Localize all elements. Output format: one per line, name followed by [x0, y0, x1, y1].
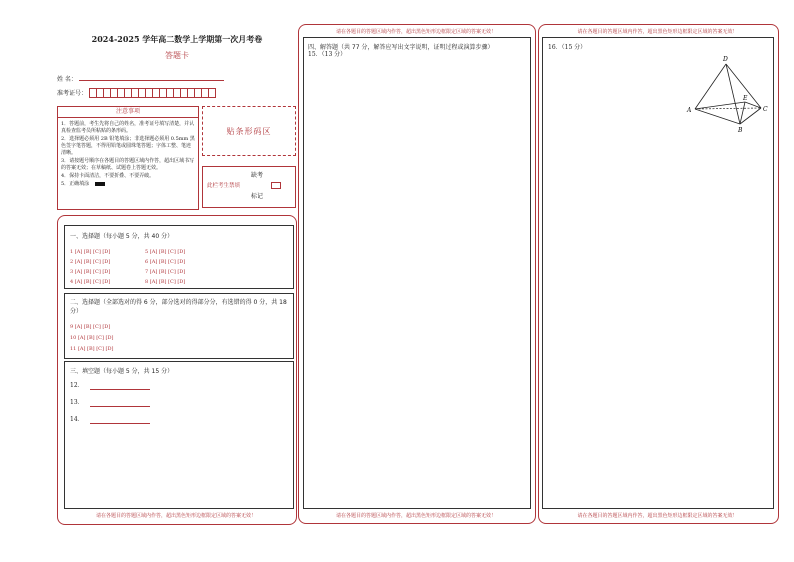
point-a-label: A [687, 107, 692, 114]
point-b-label: B [738, 127, 743, 134]
name-label: 姓 名： [57, 76, 77, 83]
blank-row[interactable]: 13． [70, 398, 150, 407]
warning-middle-bottom: 请在各题目的答题区域内作答，超出黑色矩形边框限定区域的答案无效！ [335, 513, 496, 519]
answer-box-15[interactable] [303, 37, 531, 509]
note-item: 2．选择题必须用 2B 铅笔填涂；非选择题必须用 0.5mm 黑色签字笔答题，不得用铅笔或圆珠笔答题；字体工整、笔迹清晰。 [61, 136, 195, 156]
absent-label-top: 缺考 [251, 172, 264, 179]
answer-sheet-label: 答题卡 [165, 51, 189, 60]
absent-checkbox[interactable] [271, 182, 281, 189]
point-e-label: E [743, 95, 748, 102]
absent-instruction: 此栏考生禁填 [207, 183, 241, 189]
choice-row[interactable]: 2 [A] [B] [C] [D] [70, 259, 111, 265]
warning-left: 请在各题目的答题区域内作答，超出黑色矩形边框限定区域的答案无效！ [95, 513, 256, 519]
name-row [57, 73, 224, 84]
absent-box [202, 166, 296, 208]
choice-row[interactable]: 3 [A] [B] [C] [D] [70, 269, 111, 275]
choice-row[interactable]: 9 [A] [B] [C] [D] [70, 324, 111, 330]
point-c-label: C [763, 106, 768, 113]
barcode-label: 贴条形码区 [226, 126, 272, 136]
id-label: 准考证号： [57, 89, 88, 97]
section-solve-title: 四、解答题（共 77 分，解答应写出文字说明，证明过程或演算步骤） [308, 44, 494, 51]
question-16-label: 16．（15 分） [548, 44, 587, 51]
choice-row[interactable]: 5 [A] [B] [C] [D] [145, 249, 186, 255]
barcode-area [202, 106, 296, 156]
id-row [57, 88, 215, 98]
choice-row[interactable]: 8 [A] [B] [C] [D] [145, 279, 186, 285]
choice-row[interactable]: 11 [A] [B] [C] [D] [70, 346, 114, 352]
section-multi-choice-title: 二、选择题（全部选对的得 6 分，部分选对的得部分分，有选错的得 0 分，共 18 分） [70, 299, 287, 315]
choice-row[interactable]: 10 [A] [B] [C] [D] [70, 335, 114, 341]
exam-title: 2024-2025 学年高二数学上学期第一次月考卷 [91, 34, 263, 44]
section-multi-choice [64, 293, 294, 359]
notes-box [57, 106, 199, 210]
warning-right-top: 请在各题目的答题区域内作答，超出黑色矩形边框限定区域的答案无效！ [577, 29, 738, 35]
note-item: 1．答题前，考生先将自己的姓名，准考证号填写清楚，并认真检查监考员所粘贴的条形码。 [61, 121, 195, 134]
point-d-label: D [723, 56, 728, 63]
warning-right-bottom: 请在各题目的答题区域内作答，超出黑色矩形边框限定区域的答案无效！ [577, 513, 738, 519]
note-item-fill-example: 5．正确填涂 [61, 181, 195, 188]
note-item: 3．请按题号顺序在各题目的答题区域内作答，超出区域书写的答案无效；在草稿纸、试题卷上答题无效。 [61, 158, 195, 171]
absent-label-bottom: 标记 [251, 193, 264, 200]
section-choice [64, 225, 294, 289]
tetrahedron-diagram [683, 54, 773, 154]
question-15-label: 15．（13 分） [308, 51, 347, 58]
note-item: 4．保持卡面清洁，不要折叠、不要弄破。 [61, 173, 155, 179]
warning-middle-top: 请在各题目的答题区域内作答，超出黑色矩形边框限定区域的答案无效！ [335, 29, 496, 35]
blank-row[interactable]: 12． [70, 381, 150, 390]
blank-row[interactable]: 14． [70, 415, 150, 424]
section-choice-title: 一、选择题（每小题 5 分，共 40 分） [70, 233, 174, 240]
choice-row[interactable]: 6 [A] [B] [C] [D] [145, 259, 186, 265]
name-field[interactable] [79, 73, 224, 81]
choice-row[interactable]: 7 [A] [B] [C] [D] [145, 269, 186, 275]
choice-row[interactable]: 4 [A] [B] [C] [D] [70, 279, 111, 285]
choice-row[interactable]: 1 [A] [B] [C] [D] [70, 249, 111, 255]
section-fill-blank-title: 三、填空题（每小题 5 分，共 15 分） [70, 368, 174, 375]
notes-title: 注意事项 [58, 107, 198, 118]
answer-box-16[interactable] [542, 37, 774, 509]
filled-mark-icon [95, 182, 105, 186]
section-fill-blank [64, 361, 294, 509]
id-boxes[interactable] [89, 88, 215, 98]
